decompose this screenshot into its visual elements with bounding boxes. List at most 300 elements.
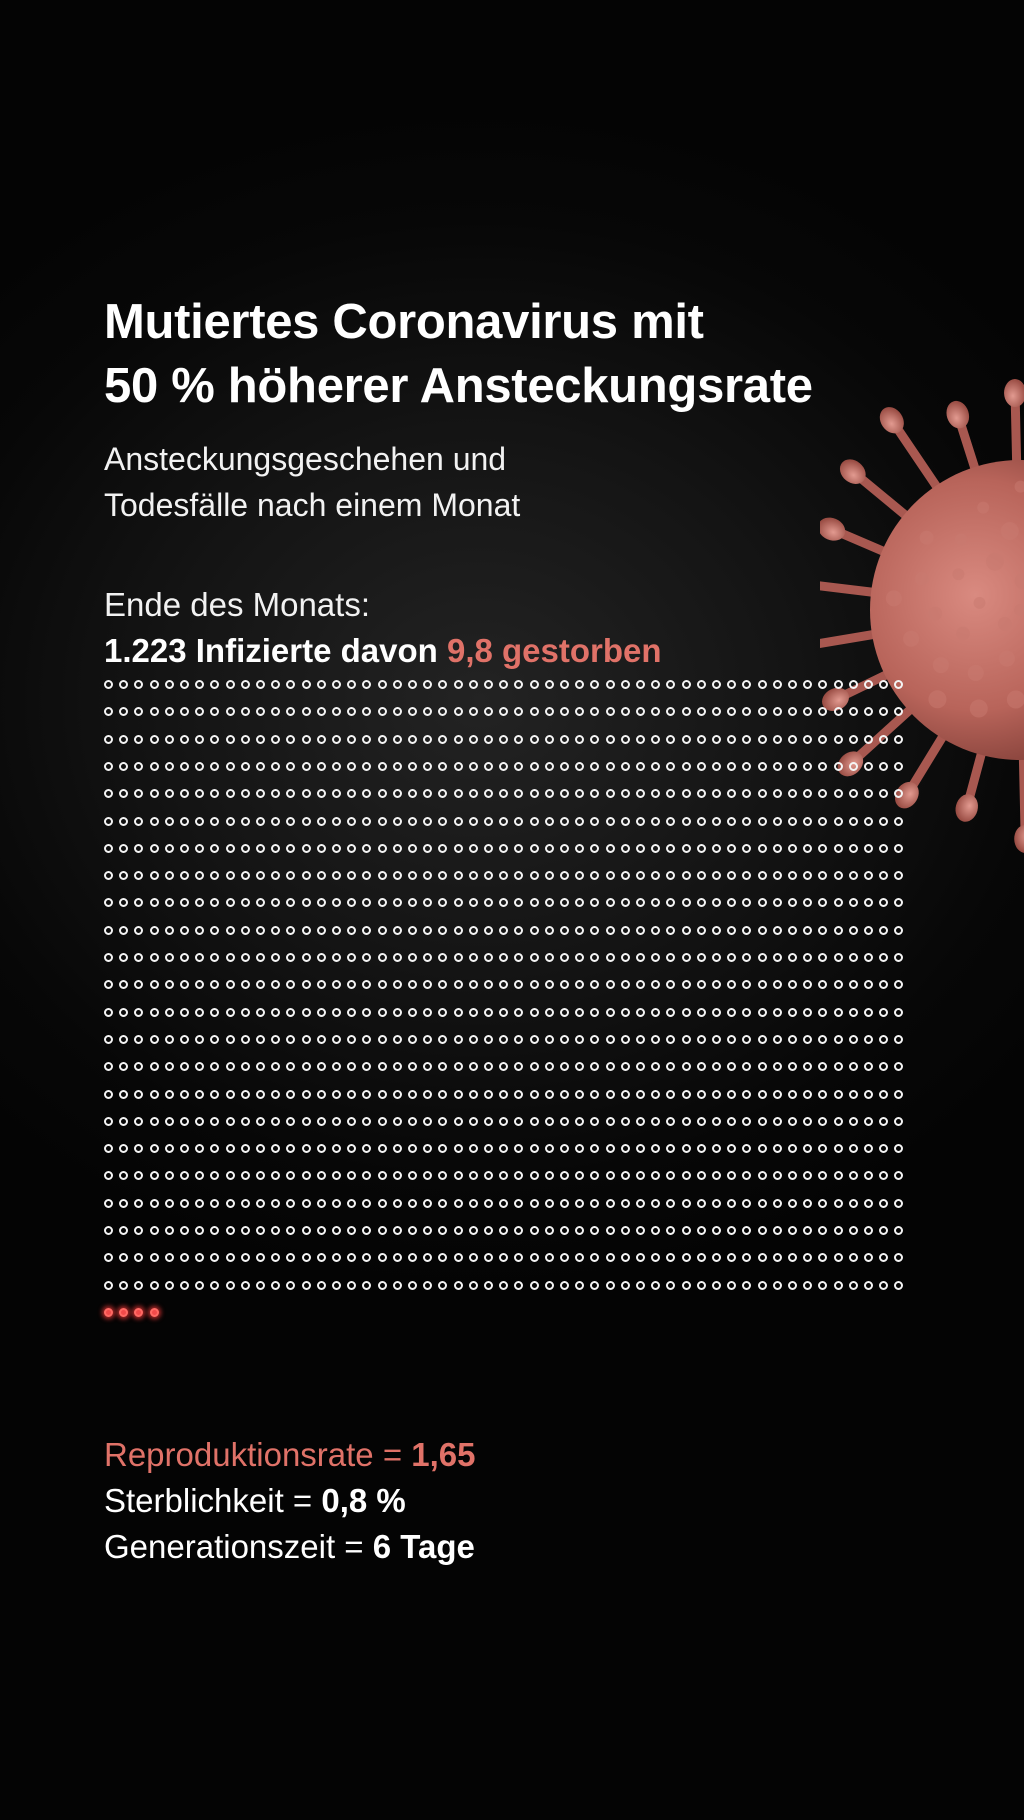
infected-dot (560, 1090, 569, 1099)
infected-dot (636, 844, 645, 853)
infected-dot (834, 735, 843, 744)
infected-dot (727, 762, 736, 771)
infected-dot (621, 953, 630, 962)
infected-dot (332, 1008, 341, 1017)
infected-dot (590, 762, 599, 771)
infected-dot (393, 735, 402, 744)
infected-dot (834, 1035, 843, 1044)
infected-dot (834, 1253, 843, 1262)
infected-dot (864, 1090, 873, 1099)
infected-dot (438, 1199, 447, 1208)
infected-dot (621, 1226, 630, 1235)
infected-dot (818, 1171, 827, 1180)
infected-dot (302, 789, 311, 798)
infected-dot (560, 926, 569, 935)
infected-dot (195, 1171, 204, 1180)
infected-dot (606, 789, 615, 798)
infected-dot (469, 1226, 478, 1235)
infected-dot (438, 762, 447, 771)
infected-dot (758, 1035, 767, 1044)
infected-dot (788, 1008, 797, 1017)
infected-dot (469, 735, 478, 744)
infected-dot (894, 1035, 903, 1044)
infected-dot (226, 707, 235, 716)
infected-dot (195, 1090, 204, 1099)
infected-dot (636, 1226, 645, 1235)
infected-dot (469, 817, 478, 826)
infected-dot (788, 1281, 797, 1290)
infected-dot (727, 1035, 736, 1044)
infected-dot (134, 680, 143, 689)
infected-dot (879, 1144, 888, 1153)
infected-dot (226, 680, 235, 689)
infected-dot (271, 844, 280, 853)
infected-dot (849, 762, 858, 771)
infected-dot (408, 762, 417, 771)
deceased-dot (150, 1308, 159, 1317)
infected-dot (378, 1144, 387, 1153)
infected-dot (712, 789, 721, 798)
infected-dot (499, 1035, 508, 1044)
infected-dot (727, 871, 736, 880)
infected-dot (286, 1090, 295, 1099)
infected-dot (408, 1062, 417, 1071)
infected-dot (469, 1253, 478, 1262)
infected-dot (454, 1090, 463, 1099)
infected-dot (879, 1281, 888, 1290)
infected-dot (758, 1090, 767, 1099)
infected-dot (575, 898, 584, 907)
infected-dot (165, 762, 174, 771)
infected-dot (378, 980, 387, 989)
infected-dot (241, 871, 250, 880)
infected-dot (758, 817, 767, 826)
infected-dot (545, 1281, 554, 1290)
infected-dot (621, 789, 630, 798)
infected-dot (241, 707, 250, 716)
infected-dot (803, 1281, 812, 1290)
infected-dot (165, 1008, 174, 1017)
infected-dot (530, 1062, 539, 1071)
infected-dot (773, 1144, 782, 1153)
infected-dot (302, 1171, 311, 1180)
infected-dot (150, 1008, 159, 1017)
infected-dot (758, 789, 767, 798)
infected-dot (484, 789, 493, 798)
infected-dot (378, 707, 387, 716)
infected-dot (788, 844, 797, 853)
infected-dot (271, 707, 280, 716)
infected-dot (408, 789, 417, 798)
infected-dot (393, 871, 402, 880)
infected-dot (575, 1117, 584, 1126)
infected-dot (514, 1171, 523, 1180)
infected-dot (742, 817, 751, 826)
infected-dot (621, 817, 630, 826)
infected-dot (286, 1199, 295, 1208)
infected-dot (499, 762, 508, 771)
infected-dot (864, 680, 873, 689)
infected-dot (454, 735, 463, 744)
infected-dot (849, 898, 858, 907)
infected-dot (226, 817, 235, 826)
infected-dot (712, 1062, 721, 1071)
infected-dot (560, 953, 569, 962)
infected-dot (788, 898, 797, 907)
infected-dot (758, 871, 767, 880)
infected-dot (879, 1226, 888, 1235)
infected-dot (758, 980, 767, 989)
infected-dot (393, 680, 402, 689)
infected-dot (514, 1062, 523, 1071)
infected-dot (864, 1035, 873, 1044)
infected-dot (347, 926, 356, 935)
infected-dot (226, 1199, 235, 1208)
infected-dot (712, 1226, 721, 1235)
infected-dot (180, 707, 189, 716)
infected-dot (317, 926, 326, 935)
infected-dot (864, 1117, 873, 1126)
infected-dot (165, 1144, 174, 1153)
infected-dot (499, 1117, 508, 1126)
infected-dot (788, 680, 797, 689)
infected-dot (864, 1171, 873, 1180)
infected-dot (302, 1008, 311, 1017)
infected-dot (150, 1171, 159, 1180)
infected-dot (454, 1035, 463, 1044)
infected-dot (393, 980, 402, 989)
infected-dot (712, 953, 721, 962)
infected-dot (226, 926, 235, 935)
infected-dot (362, 707, 371, 716)
infected-dot (530, 844, 539, 853)
infected-dot (119, 871, 128, 880)
infected-dot (499, 1199, 508, 1208)
infected-dot (241, 1253, 250, 1262)
infected-dot (393, 817, 402, 826)
infected-dot (484, 817, 493, 826)
infected-dot (271, 735, 280, 744)
infected-dot (651, 953, 660, 962)
infected-dot (286, 680, 295, 689)
infected-dot (636, 735, 645, 744)
infected-dot (560, 680, 569, 689)
infected-dot (499, 980, 508, 989)
infected-dot (226, 1171, 235, 1180)
infected-dot (834, 762, 843, 771)
infected-dot (864, 980, 873, 989)
infected-dot (226, 789, 235, 798)
infected-dot (697, 844, 706, 853)
infected-dot (484, 1144, 493, 1153)
infected-dot (286, 1008, 295, 1017)
infected-dot (636, 1199, 645, 1208)
infected-dot (119, 1199, 128, 1208)
infected-dot (514, 1008, 523, 1017)
infected-dot (666, 898, 675, 907)
infected-dot (758, 1144, 767, 1153)
infected-dot (499, 953, 508, 962)
infected-dot (590, 844, 599, 853)
infected-dot (180, 953, 189, 962)
infected-dot (590, 1008, 599, 1017)
infected-dot (636, 680, 645, 689)
infected-dot (818, 1281, 827, 1290)
infected-dot (590, 1090, 599, 1099)
infected-dot (454, 1281, 463, 1290)
infected-dot (484, 1117, 493, 1126)
infected-dot (165, 1035, 174, 1044)
infected-dot (894, 980, 903, 989)
infected-dot (469, 1171, 478, 1180)
infected-dot (864, 1144, 873, 1153)
infected-dot (393, 1253, 402, 1262)
infected-dot (636, 1253, 645, 1262)
infected-dot (697, 680, 706, 689)
infected-dot (727, 1008, 736, 1017)
infected-dot (134, 1226, 143, 1235)
infected-dot (150, 1253, 159, 1262)
infected-dot (119, 1062, 128, 1071)
infected-dot (514, 707, 523, 716)
infected-dot (849, 871, 858, 880)
infected-dot (590, 1199, 599, 1208)
infected-dot (849, 789, 858, 798)
infected-dot (758, 1199, 767, 1208)
infected-dot (575, 1226, 584, 1235)
infected-dot (514, 1253, 523, 1262)
infected-dot (697, 926, 706, 935)
infected-dot (545, 680, 554, 689)
infected-dot (864, 898, 873, 907)
infected-dot (621, 1062, 630, 1071)
infected-dot (590, 789, 599, 798)
infected-dot (864, 871, 873, 880)
infected-dot (195, 926, 204, 935)
infected-dot (864, 1281, 873, 1290)
infected-dot (302, 707, 311, 716)
infected-dot (742, 871, 751, 880)
infected-dot (484, 871, 493, 880)
generation-value: 6 Tage (372, 1528, 475, 1565)
infected-dot (530, 1281, 539, 1290)
infected-dot (408, 1008, 417, 1017)
infected-dot (697, 762, 706, 771)
infected-dot (803, 953, 812, 962)
infected-dot (879, 1117, 888, 1126)
infected-dot (210, 898, 219, 907)
infected-dot (195, 1062, 204, 1071)
infected-dot (165, 1090, 174, 1099)
infected-dot (575, 1035, 584, 1044)
infected-dot (621, 1035, 630, 1044)
infected-dot (332, 1062, 341, 1071)
infected-dot (469, 1199, 478, 1208)
infected-dot (165, 817, 174, 826)
infected-dot (119, 980, 128, 989)
infected-dot (894, 926, 903, 935)
infected-dot (879, 735, 888, 744)
infected-dot (560, 871, 569, 880)
infected-dot (393, 926, 402, 935)
infected-dot (894, 680, 903, 689)
infected-dot (727, 1226, 736, 1235)
infected-dot (894, 1226, 903, 1235)
infected-dot (651, 871, 660, 880)
infected-dot (271, 1171, 280, 1180)
infected-dot (575, 1090, 584, 1099)
infected-dot (180, 1144, 189, 1153)
infected-dot (758, 1226, 767, 1235)
infected-dot (104, 1008, 113, 1017)
infected-dot (697, 1090, 706, 1099)
infected-dot (651, 707, 660, 716)
infected-dot (712, 735, 721, 744)
infected-dot (834, 1062, 843, 1071)
infected-dot (454, 680, 463, 689)
infected-dot (119, 1035, 128, 1044)
result-intro: Ende des Monats: (104, 586, 370, 623)
infected-dot (606, 1171, 615, 1180)
infected-dot (651, 1253, 660, 1262)
infected-dot (727, 1281, 736, 1290)
infected-dot (606, 1062, 615, 1071)
infected-dot (545, 953, 554, 962)
infected-dot (727, 980, 736, 989)
infected-dot (788, 926, 797, 935)
infected-dot (530, 1117, 539, 1126)
infected-dot (454, 871, 463, 880)
infected-dot (818, 844, 827, 853)
infected-dot (742, 1171, 751, 1180)
infected-dot (302, 898, 311, 907)
infected-dot (864, 1008, 873, 1017)
infected-dot (165, 980, 174, 989)
infected-dot (621, 1253, 630, 1262)
infected-dot (834, 980, 843, 989)
infected-dot (879, 1035, 888, 1044)
infected-dot (454, 1199, 463, 1208)
infected-dot (302, 926, 311, 935)
infected-dot (514, 817, 523, 826)
infected-dot (545, 817, 554, 826)
infected-dot (469, 1062, 478, 1071)
infected-dot (818, 953, 827, 962)
infected-dot (864, 1253, 873, 1262)
infected-dot (393, 1171, 402, 1180)
infected-dot (286, 707, 295, 716)
infected-dot (651, 1062, 660, 1071)
infected-dot (378, 1199, 387, 1208)
infected-dot (484, 898, 493, 907)
infected-dot (894, 1090, 903, 1099)
infected-dot (666, 707, 675, 716)
infected-dot (727, 735, 736, 744)
infected-dot (180, 789, 189, 798)
infected-dot (423, 1226, 432, 1235)
infected-dot (727, 1117, 736, 1126)
infected-dot (499, 1253, 508, 1262)
infected-dot (530, 1226, 539, 1235)
infected-dot (484, 1090, 493, 1099)
infected-dot (697, 1253, 706, 1262)
infected-dot (575, 926, 584, 935)
infected-dot (606, 817, 615, 826)
infected-dot (469, 980, 478, 989)
infected-dot (818, 871, 827, 880)
infected-dot (712, 871, 721, 880)
infected-dot (514, 980, 523, 989)
infected-dot (362, 680, 371, 689)
infected-dot (180, 735, 189, 744)
infected-dot (438, 953, 447, 962)
infected-dot (894, 1062, 903, 1071)
infected-dot (454, 1253, 463, 1262)
infected-dot (758, 762, 767, 771)
infected-dot (606, 926, 615, 935)
infected-dot (423, 1008, 432, 1017)
infected-dot (712, 898, 721, 907)
infected-dot (530, 1144, 539, 1153)
infected-dot (666, 1035, 675, 1044)
infected-dot (773, 980, 782, 989)
infected-dot (438, 1226, 447, 1235)
infected-dot (317, 898, 326, 907)
infected-dot (758, 898, 767, 907)
infected-count: 1.223 Infizierte davon (104, 632, 438, 669)
infected-dot (378, 1171, 387, 1180)
infected-dot (408, 817, 417, 826)
infected-dot (119, 680, 128, 689)
infected-dot (454, 1062, 463, 1071)
infected-dot (560, 1144, 569, 1153)
infected-dot (712, 1035, 721, 1044)
infected-dot (134, 707, 143, 716)
infected-dot (195, 898, 204, 907)
infected-dot (134, 1199, 143, 1208)
infected-dot (606, 707, 615, 716)
infected-dot (803, 1008, 812, 1017)
infected-dot (773, 926, 782, 935)
infected-dot (651, 1199, 660, 1208)
infected-dot (438, 1144, 447, 1153)
infected-dot (438, 1008, 447, 1017)
infected-dot (727, 844, 736, 853)
infected-dot (286, 871, 295, 880)
infected-dot (150, 817, 159, 826)
infected-dot (621, 844, 630, 853)
infected-dot (195, 1117, 204, 1126)
infected-dot (119, 1008, 128, 1017)
infected-dot (818, 898, 827, 907)
infected-dot (879, 817, 888, 826)
infected-dot (636, 1281, 645, 1290)
infected-dot (545, 1253, 554, 1262)
infected-dot (818, 735, 827, 744)
infected-dot (317, 1253, 326, 1262)
infected-dot (134, 789, 143, 798)
infected-dot (560, 844, 569, 853)
infected-dot (499, 1008, 508, 1017)
infected-dot (818, 1008, 827, 1017)
infected-dot (393, 1035, 402, 1044)
infected-dot (241, 898, 250, 907)
infected-dot (773, 871, 782, 880)
infected-dot (849, 1035, 858, 1044)
infected-dot (727, 789, 736, 798)
infected-dot (271, 980, 280, 989)
infected-dot (682, 1035, 691, 1044)
